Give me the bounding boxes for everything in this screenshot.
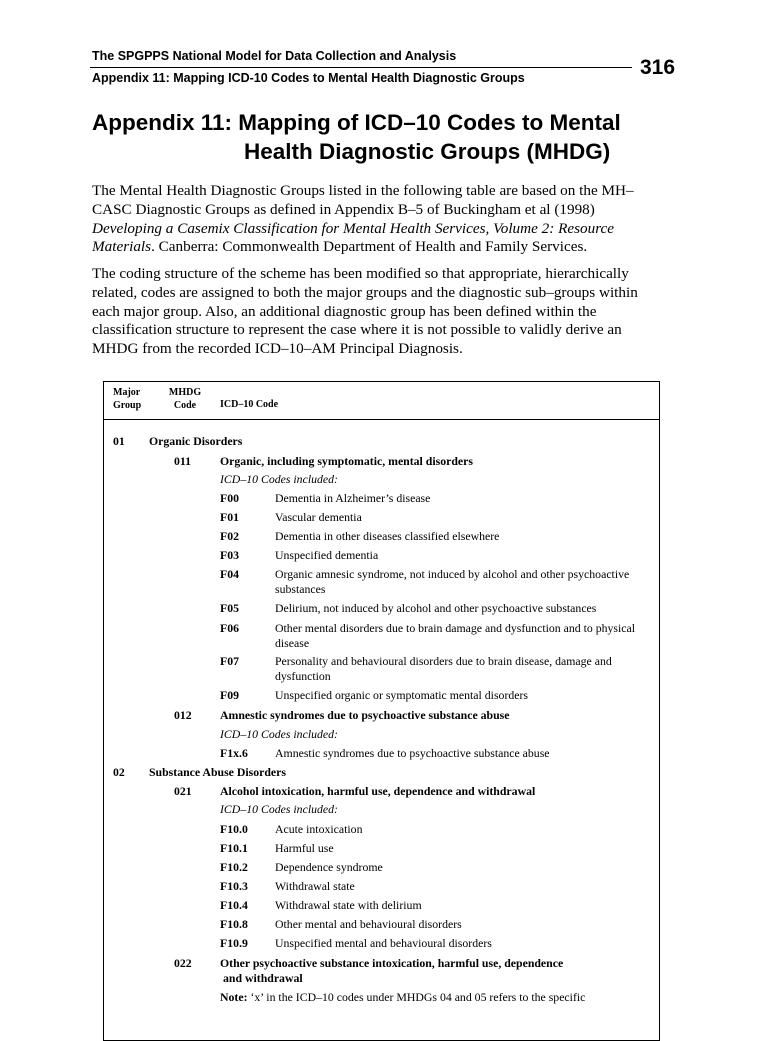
icd-code: F01 bbox=[220, 510, 240, 524]
icd-description: Personality and behavioural disorders due to brain disease, damage and dysfunction bbox=[275, 654, 612, 683]
mhdg-code: 012 bbox=[174, 708, 192, 722]
col-header-mhdg-line1: MHDG bbox=[168, 387, 202, 398]
major-group-code: 02 bbox=[113, 765, 125, 779]
icd-description: Amnestic syndromes due to psychoactive substance abuse bbox=[275, 746, 550, 760]
note-text: ‘x’ in the ICD–10 codes under MHDGs 04 and 05 refers to the specific bbox=[247, 990, 586, 1004]
intro-p1-book-title: Developing a Casemix Classification for Mental Health Services, Volume 2: Resource Materials bbox=[92, 219, 615, 256]
icd-code: F10.2 bbox=[220, 860, 248, 874]
major-group-code: 01 bbox=[113, 434, 125, 448]
mhdg-name-line2: and withdrawal bbox=[223, 971, 303, 985]
icd-included-label: ICD–10 Codes included: bbox=[220, 472, 338, 486]
mhdg-name: Alcohol intoxication, harmful use, dependence and withdrawal bbox=[220, 784, 536, 798]
col-header-major-line1: Major bbox=[113, 387, 141, 398]
major-group-name: Substance Abuse Disorders bbox=[149, 765, 286, 779]
major-group-name: Organic Disorders bbox=[149, 434, 243, 448]
table-header-rule bbox=[103, 419, 660, 420]
running-header-subtitle: Appendix 11: Mapping ICD-10 Codes to Mental Health Diagnostic Groups bbox=[92, 71, 525, 85]
icd-code: F10.9 bbox=[220, 936, 248, 950]
icd-description: Unspecified dementia bbox=[275, 548, 379, 562]
icd-code: F1x.6 bbox=[220, 746, 248, 760]
header-rule bbox=[90, 67, 632, 68]
icd-description: Dementia in other diseases classified elsewhere bbox=[275, 529, 500, 543]
icd-code: F10.4 bbox=[220, 898, 248, 912]
note-label: Note: bbox=[220, 990, 248, 1004]
icd-description: Other mental and behavioural disorders bbox=[275, 917, 462, 931]
mhdg-name bbox=[220, 956, 660, 986]
icd-description: Organic amnesic syndrome, not induced by alcohol and other psychoactive substances bbox=[275, 567, 630, 596]
icd-description: Delirium, not induced by alcohol and other psychoactive substances bbox=[275, 601, 597, 615]
page-title-line2: Health Diagnostic Groups (MHDG) bbox=[244, 139, 611, 164]
icd-description: Withdrawal state with delirium bbox=[275, 898, 422, 912]
mhdg-name-line1: Other psychoactive substance intoxication, harmful use, dependence bbox=[220, 956, 564, 970]
page-number: 316 bbox=[640, 56, 676, 79]
mhdg-code: 022 bbox=[174, 956, 192, 970]
icd-code: F10.3 bbox=[220, 879, 248, 893]
running-header-title: The SPGPPS National Model for Data Collection and Analysis bbox=[92, 49, 457, 63]
mhdg-code: 021 bbox=[174, 784, 192, 798]
icd-code: F09 bbox=[220, 688, 240, 702]
icd-code: F07 bbox=[220, 654, 240, 668]
col-header-major-line2: Group bbox=[113, 399, 142, 411]
icd-code: F10.8 bbox=[220, 917, 248, 931]
icd-description: Unspecified mental and behavioural disorders bbox=[275, 936, 492, 950]
col-header-icd-code: ICD–10 Code bbox=[220, 399, 279, 410]
icd-description: Other mental disorders due to brain damage and dysfunction and to physical disease bbox=[275, 621, 636, 650]
icd-description: Vascular dementia bbox=[275, 510, 362, 524]
page-title-line1: Appendix 11: Mapping of ICD–10 Codes to Mental bbox=[92, 110, 621, 135]
icd-description: Unspecified organic or symptomatic mental disorders bbox=[275, 688, 529, 702]
table-note bbox=[220, 990, 650, 1005]
icd-description: Acute intoxication bbox=[275, 822, 363, 836]
icd-description: Dependence syndrome bbox=[275, 860, 383, 874]
icd-description: Harmful use bbox=[275, 841, 334, 855]
col-header-mhdg-code bbox=[165, 387, 205, 412]
icd-code: F02 bbox=[220, 529, 240, 543]
icd-code: F04 bbox=[220, 567, 240, 581]
icd-code: F00 bbox=[220, 491, 240, 505]
intro-p1-text: The Mental Health Diagnostic Groups listed in the following table are based on the MH–CASC Diagnostic Groups as defined in Appendix B–5 of Buckingham et al (1998) bbox=[92, 182, 634, 218]
mhdg-code: 011 bbox=[174, 454, 192, 468]
icd-included-label: ICD–10 Codes included: bbox=[220, 802, 338, 816]
icd-included-label: ICD–10 Codes included: bbox=[220, 727, 338, 741]
icd-code: F10.0 bbox=[220, 822, 248, 836]
mhdg-name: Amnestic syndromes due to psychoactive substance abuse bbox=[220, 708, 510, 722]
icd-description: Withdrawal state bbox=[275, 879, 355, 893]
icd-code: F06 bbox=[220, 621, 240, 635]
intro-p1-tail: . Canberra: Commonwealth Department of Health and Family Services. bbox=[151, 238, 588, 256]
icd-code: F05 bbox=[220, 601, 240, 615]
mhdg-name: Organic, including symptomatic, mental disorders bbox=[220, 454, 473, 468]
intro-paragraph-2: The coding structure of the scheme has been modified so that appropriate, hierarchically related, codes are assigned to both the major groups and the diagnostic sub–groups within each major group. Also, an additional diagnostic group has been defined within the classification structure to represent the case where it is not possible to validly derive an MHDG from the recorded ICD–10–AM Principal Diagnosis. bbox=[92, 265, 638, 358]
icd-description: Dementia in Alzheimer’s disease bbox=[275, 491, 431, 505]
icd-code: F10.1 bbox=[220, 841, 248, 855]
col-header-major-group bbox=[113, 387, 141, 412]
icd-code: F03 bbox=[220, 548, 240, 562]
intro-paragraph-1 bbox=[92, 182, 664, 257]
col-header-mhdg-line2: Code bbox=[173, 399, 197, 411]
